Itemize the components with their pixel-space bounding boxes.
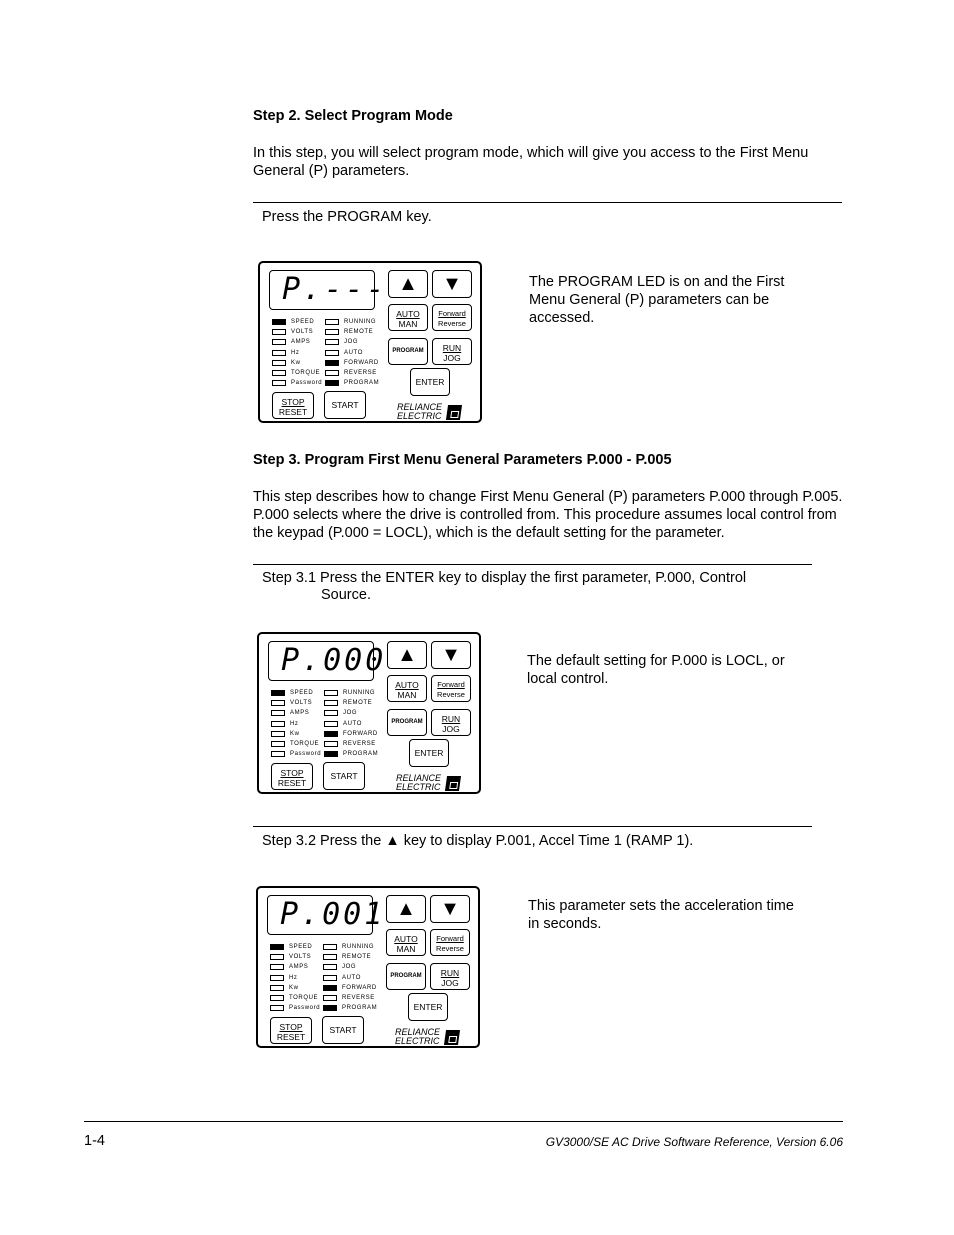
led-box	[272, 339, 286, 345]
led-box	[324, 700, 338, 706]
led-box	[272, 380, 286, 386]
led-label: Hz	[289, 974, 298, 981]
led-box	[271, 721, 285, 727]
led-box	[270, 964, 284, 970]
led-box	[323, 954, 337, 960]
auto-label: AUTO	[394, 934, 418, 944]
start-key[interactable]: START	[322, 1016, 364, 1044]
led-label: AMPS	[290, 710, 310, 717]
led-label: PROGRAM	[343, 751, 379, 758]
led-indicator	[270, 973, 298, 983]
led-indicator	[272, 358, 301, 368]
stop-label: STOP	[279, 1022, 303, 1032]
led-label: Hz	[290, 720, 299, 727]
led-label: AMPS	[289, 964, 309, 971]
led-indicator	[323, 942, 374, 952]
led-indicator	[272, 327, 313, 337]
led-box	[325, 370, 339, 376]
led-box	[325, 360, 339, 366]
led-indicator	[323, 962, 356, 972]
down-arrow-icon: ▼	[442, 272, 462, 295]
step2-heading: Step 2. Select Program Mode	[253, 108, 453, 124]
display-readout: P.000	[268, 641, 374, 681]
man-label: MAN	[396, 944, 416, 954]
brand-logo: RELIANCE ELECTRIC	[397, 402, 443, 421]
down-arrow-key[interactable]	[432, 270, 472, 298]
up-arrow-key[interactable]	[387, 641, 427, 669]
display-readout: P.---	[269, 270, 375, 310]
led-label: RUNNING	[343, 690, 376, 697]
down-arrow-icon: ▼	[441, 643, 461, 666]
led-box	[325, 339, 339, 345]
led-box	[323, 1005, 337, 1011]
brand-logo: RELIANCE ELECTRIC	[396, 773, 442, 792]
step3-body: This step describes how to change First Menu General (P) parameters P.000 through P.005. P.000 selects where the drive is controlled from. This procedure assumes local control from the keypad (P.000 = LOCL), which is the default setting for the parameter.	[253, 489, 843, 541]
led-label: JOG	[344, 339, 359, 346]
led-indicator	[324, 708, 357, 718]
led-label: JOG	[343, 710, 358, 717]
led-indicator	[272, 337, 310, 347]
led-indicator	[323, 952, 371, 962]
led-label: AUTO	[344, 349, 363, 356]
led-label: FORWARD	[342, 984, 377, 991]
auto-man-key[interactable]	[386, 929, 426, 956]
step3-1-line2: Source.	[321, 587, 371, 603]
brand-logo-icon	[446, 405, 462, 420]
led-indicator	[270, 952, 311, 962]
led-indicator	[325, 317, 376, 327]
led-label: Kw	[289, 984, 299, 991]
divider	[253, 826, 812, 827]
led-indicator	[270, 993, 318, 1003]
auto-label: AUTO	[396, 309, 420, 319]
led-box	[324, 721, 338, 727]
led-box	[270, 944, 284, 950]
led-label: Password	[290, 751, 322, 758]
run-label: RUN	[442, 343, 462, 353]
led-indicator	[270, 983, 299, 993]
reset-label: RESET	[278, 407, 308, 417]
led-box	[324, 741, 338, 747]
led-label: TORQUE	[291, 370, 321, 377]
keypad-step3-2	[256, 886, 480, 1048]
led-label: REMOTE	[343, 700, 373, 707]
led-box	[323, 995, 337, 1001]
led-indicator	[272, 317, 314, 327]
run-jog-key[interactable]	[431, 709, 471, 736]
led-label: FORWARD	[343, 730, 378, 737]
led-box	[272, 370, 286, 376]
up-arrow-icon: ▲	[397, 643, 417, 666]
footer-rule	[84, 1121, 843, 1122]
brand-logo: RELIANCE ELECTRIC	[395, 1027, 441, 1046]
led-box	[271, 710, 285, 716]
stop-reset-key[interactable]	[270, 1017, 312, 1044]
led-box	[272, 360, 286, 366]
auto-man-key[interactable]	[387, 675, 427, 702]
step3-2-instruction: Step 3.2 Press the ▲ key to display P.001, Accel Time 1 (RAMP 1).	[262, 833, 694, 849]
run-label: RUN	[440, 968, 460, 978]
enter-key[interactable]: ENTER	[408, 993, 448, 1021]
jog-label: JOG	[442, 724, 460, 734]
led-box	[323, 944, 337, 950]
led-label: Password	[289, 1005, 321, 1012]
brand-logo-icon	[445, 776, 461, 791]
step3-1-line1: Step 3.1 Press the ENTER key to display the first parameter, P.000, Control	[262, 570, 747, 586]
up-arrow-icon: ▲	[398, 272, 418, 295]
led-box	[271, 751, 285, 757]
reverse-label: Reverse	[436, 943, 464, 953]
reset-label: RESET	[276, 1032, 306, 1042]
man-label: MAN	[398, 319, 418, 329]
up-arrow-key[interactable]	[386, 895, 426, 923]
step3-heading: Step 3. Program First Menu General Parameters P.000 - P.005	[253, 452, 672, 468]
led-box	[270, 1005, 284, 1011]
led-box	[325, 380, 339, 386]
keypad-step3-1	[257, 632, 481, 794]
divider	[253, 564, 812, 565]
program-key[interactable]: PROGRAM	[387, 709, 427, 736]
led-label: VOLTS	[291, 329, 314, 336]
divider	[253, 202, 842, 203]
up-arrow-icon: ▲	[396, 897, 416, 920]
down-arrow-key[interactable]	[430, 895, 470, 923]
led-label: TORQUE	[289, 995, 319, 1002]
step2-body: In this step, you will select program mode, which will give you access to the First Menu General (P) parameters.	[253, 145, 809, 179]
led-label: Password	[291, 380, 323, 387]
led-indicator	[325, 378, 379, 388]
man-label: MAN	[397, 690, 417, 700]
led-indicator	[271, 739, 319, 749]
reverse-label: Reverse	[438, 318, 466, 328]
led-box	[325, 329, 339, 335]
led-indicator	[271, 698, 312, 708]
forward-reverse-key[interactable]	[431, 675, 471, 702]
led-indicator	[325, 337, 358, 347]
led-label: TORQUE	[290, 741, 320, 748]
down-arrow-key[interactable]	[431, 641, 471, 669]
led-label: AUTO	[342, 974, 361, 981]
brand-logo-icon	[444, 1030, 460, 1045]
enter-key[interactable]: ENTER	[410, 368, 450, 396]
led-indicator	[325, 368, 377, 378]
led-box	[323, 985, 337, 991]
led-indicator	[323, 1003, 377, 1013]
led-indicator	[271, 719, 299, 729]
stop-label: STOP	[281, 397, 305, 407]
led-indicator	[271, 708, 309, 718]
step3-2-note: This parameter sets the acceleration time in seconds.	[528, 898, 794, 932]
step3-1-note: The default setting for P.000 is LOCL, or local control.	[527, 653, 785, 687]
led-box	[272, 319, 286, 325]
led-label: RUNNING	[342, 944, 375, 951]
led-box	[271, 690, 285, 696]
start-key[interactable]: START	[324, 391, 366, 419]
auto-label: AUTO	[395, 680, 419, 690]
step2-instruction: Press the PROGRAM key.	[262, 209, 432, 225]
led-label: Kw	[290, 730, 300, 737]
led-box	[270, 985, 284, 991]
led-indicator	[325, 348, 363, 358]
led-indicator	[325, 358, 379, 368]
step2-note: The PROGRAM LED is on and the First Menu General (P) parameters can be accessed.	[529, 274, 785, 326]
led-indicator	[271, 688, 313, 698]
keypad-step2	[258, 261, 482, 423]
led-label: Hz	[291, 349, 300, 356]
led-box	[323, 975, 337, 981]
program-key[interactable]: PROGRAM	[388, 338, 428, 365]
stop-label: STOP	[280, 768, 304, 778]
led-box	[324, 710, 338, 716]
led-label: AUTO	[343, 720, 362, 727]
led-label: RUNNING	[344, 319, 377, 326]
led-indicator	[323, 983, 377, 993]
led-indicator	[323, 973, 361, 983]
run-jog-key[interactable]	[432, 338, 472, 365]
footer-title: GV3000/SE AC Drive Software Reference, Version 6.06	[545, 1135, 843, 1149]
led-label: VOLTS	[290, 700, 313, 707]
led-indicator	[325, 327, 373, 337]
jog-label: JOG	[443, 353, 461, 363]
led-indicator	[324, 749, 378, 759]
start-key[interactable]: START	[323, 762, 365, 790]
led-label: REVERSE	[344, 370, 377, 377]
forward-reverse-key[interactable]	[430, 929, 470, 956]
led-indicator	[272, 348, 300, 358]
led-box	[325, 319, 339, 325]
page-number: 1-4	[84, 1133, 105, 1149]
enter-key[interactable]: ENTER	[409, 739, 449, 767]
display-readout: P.001	[267, 895, 373, 935]
up-arrow-key[interactable]	[388, 270, 428, 298]
led-box	[325, 350, 339, 356]
led-label: REMOTE	[344, 329, 374, 336]
led-label: Kw	[291, 359, 301, 366]
led-indicator	[324, 729, 378, 739]
program-key[interactable]: PROGRAM	[386, 963, 426, 990]
reset-label: RESET	[277, 778, 307, 788]
forward-label: Forward	[438, 309, 466, 318]
led-indicator	[324, 719, 362, 729]
auto-man-key[interactable]	[388, 304, 428, 331]
led-label: REMOTE	[342, 954, 372, 961]
led-indicator	[270, 1003, 320, 1013]
led-label: PROGRAM	[342, 1005, 378, 1012]
led-box	[272, 350, 286, 356]
led-box	[324, 751, 338, 757]
led-indicator	[271, 729, 300, 739]
led-indicator	[272, 378, 322, 388]
led-label: SPEED	[289, 944, 313, 951]
led-box	[270, 954, 284, 960]
led-indicator	[270, 942, 312, 952]
run-jog-key[interactable]	[430, 963, 470, 990]
run-label: RUN	[441, 714, 461, 724]
led-label: FORWARD	[344, 359, 379, 366]
forward-reverse-key[interactable]	[432, 304, 472, 331]
reverse-label: Reverse	[437, 689, 465, 699]
led-label: VOLTS	[289, 954, 312, 961]
led-box	[271, 731, 285, 737]
led-box	[324, 690, 338, 696]
led-indicator	[271, 749, 321, 759]
led-indicator	[324, 698, 372, 708]
led-box	[271, 741, 285, 747]
led-indicator	[272, 368, 320, 378]
led-label: REVERSE	[342, 995, 375, 1002]
led-box	[270, 995, 284, 1001]
led-indicator	[324, 688, 375, 698]
led-box	[324, 731, 338, 737]
led-box	[272, 329, 286, 335]
led-indicator	[323, 993, 375, 1003]
led-label: JOG	[342, 964, 357, 971]
led-label: PROGRAM	[344, 380, 380, 387]
led-box	[270, 975, 284, 981]
led-indicator	[324, 739, 376, 749]
down-arrow-icon: ▼	[440, 897, 460, 920]
forward-label: Forward	[437, 680, 465, 689]
led-box	[323, 964, 337, 970]
led-label: REVERSE	[343, 741, 376, 748]
led-label: SPEED	[290, 690, 314, 697]
led-label: AMPS	[291, 339, 311, 346]
stop-reset-key[interactable]	[272, 392, 314, 419]
led-indicator	[270, 962, 308, 972]
stop-reset-key[interactable]	[271, 763, 313, 790]
led-box	[271, 700, 285, 706]
jog-label: JOG	[441, 978, 459, 988]
forward-label: Forward	[436, 934, 464, 943]
led-label: SPEED	[291, 319, 315, 326]
